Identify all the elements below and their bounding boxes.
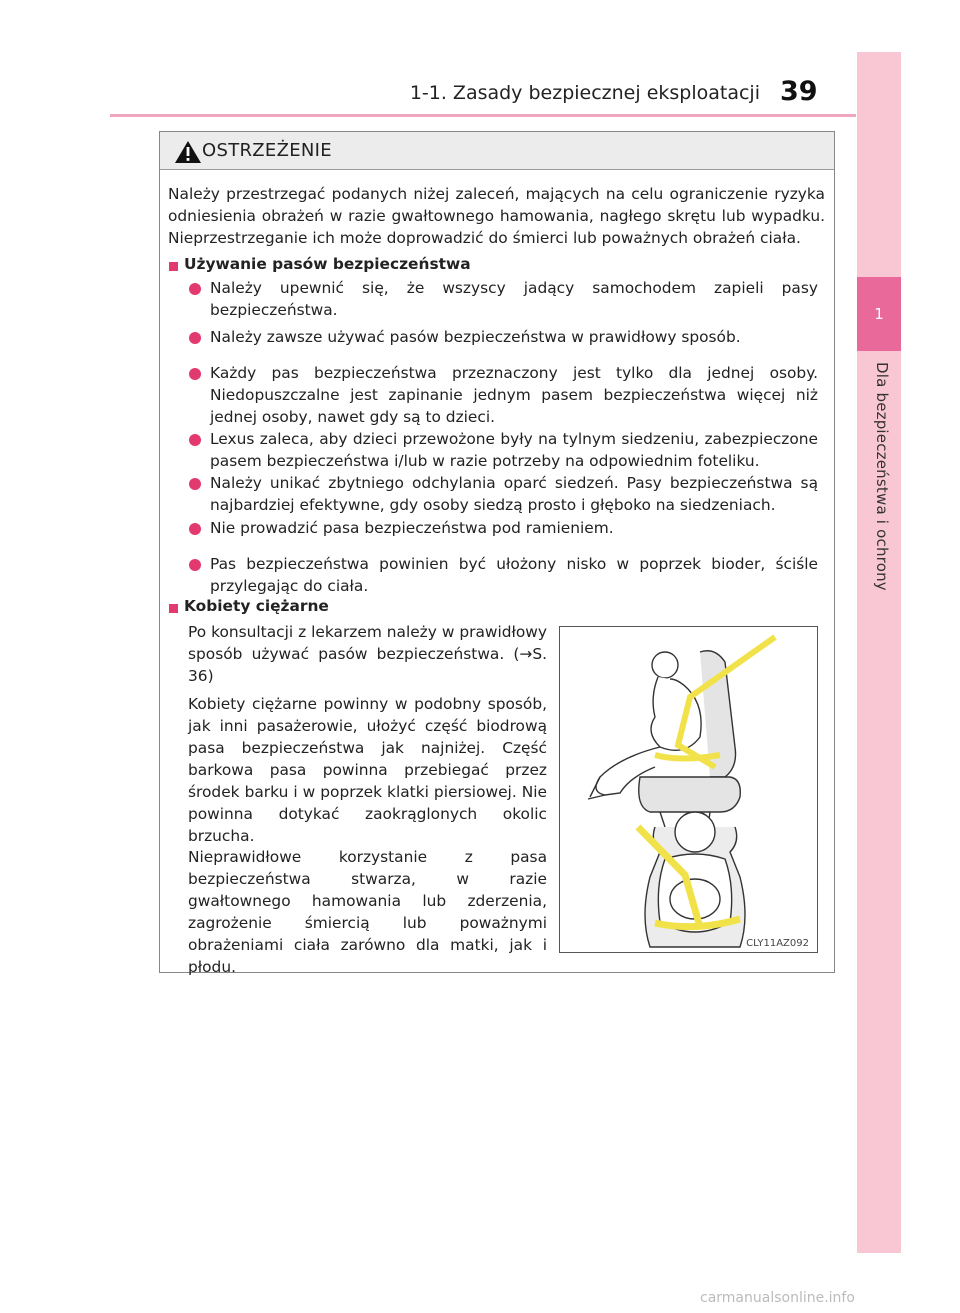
watermark: carmanualsonline.info [700,1290,855,1306]
list-item: Należy unikać zbytniego odchylania oparć siedzeń. Pasy bezpieczeństwa są najbardziej efektywne, gdy osoby siedzą prosto i głęboko na siedzeniach. [210,474,818,514]
pregnant-paragraph-3: Nieprawidłowe korzystanie z pasa bezpieczeństwa stwarza, w razie gwałtownego hamowania lub zderzenia, zagrożenie śmiercią lub poważnymi obrażeniami ciała zarówno dla matki, jak i płodu. [188,848,547,976]
warning-header [160,132,834,170]
bullet-dot [189,283,201,295]
bullet-dot [189,559,201,571]
bullet-dot [189,368,201,380]
bullet-dot [189,434,201,446]
warning-intro: Należy przestrzegać podanych niżej zaleceń, mających na celu ograniczenie ryzyka odniesienia obrażeń w razie gwałtownego hamowania, nagłego skrętu lub wypadku. Nieprzestrzeganie ich może doprowadzić do śmierci lub poważnych obrażeń ciała. [168,185,825,247]
illustration-drawing [560,627,817,952]
bullet-dot [189,523,201,535]
header-divider [110,114,856,117]
warning-title: OSTRZEŻENIE [202,140,332,161]
section-bullet-square [169,262,178,271]
list-item: Nie prowadzić pasa bezpieczeństwa pod ramieniem. [210,519,614,537]
chapter-title-vertical: Dla bezpieczeństwa i ochrony [873,362,891,591]
pregnant-seatbelt-illustration [559,626,818,953]
bullet-dot [189,332,201,344]
bullet-dot [189,478,201,490]
section-heading-pregnant: Kobiety ciężarne [184,597,329,615]
pregnant-paragraph-2: Kobiety ciężarne powinny w podobny sposób, jak inni pasażerowie, ułożyć część biodrową pasa bezpieczeństwa jak najniżej. Część barkowa pasa powinna przebiegać przez środek barku i w poprzek klatki piersiowej. Nie powinna dotykać zaokrąglonych okolic brzucha. [188,695,547,845]
section-heading-seatbelts: Używanie pasów bezpieczeństwa [184,255,471,273]
list-item: Każdy pas bezpieczeństwa przeznaczony jest tylko dla jednej osoby. Niedopuszczalne jest zapinanie jednym pasem bezpieczeństwa więcej niż jednej osoby, nawet gdy są to dzieci. [210,364,818,426]
list-item: Należy upewnić się, że wszyscy jadący samochodem zapieli pasy bezpieczeństwa. [210,279,818,319]
list-item: Lexus zaleca, aby dzieci przewożone były na tylnym siedzeniu, zabezpieczone pasem bezpieczeństwa i/lub w razie potrzeby na odpowiednim foteliku. [210,430,818,470]
section-bullet-square [169,604,178,613]
chapter-tab[interactable]: 1 [857,277,901,351]
running-header: 1-1. Zasady bezpiecznej eksploatacji [409,82,760,104]
pregnant-paragraph-1: Po konsultacji z lekarzem należy w prawidłowy sposób używać pasów bezpieczeństwa. (→S. 36) [188,623,547,685]
warning-triangle-icon [174,140,202,164]
page-number: 39 [780,76,818,107]
list-item: Należy zawsze używać pasów bezpieczeństwa w prawidłowy sposób. [210,328,741,346]
list-item: Pas bezpieczeństwa powinien być ułożony nisko w poprzek bioder, ściśle przylegając do ciała. [210,555,818,595]
figure-code: CLY11AZ092 [746,938,809,949]
side-thumb-strip [857,52,901,1253]
